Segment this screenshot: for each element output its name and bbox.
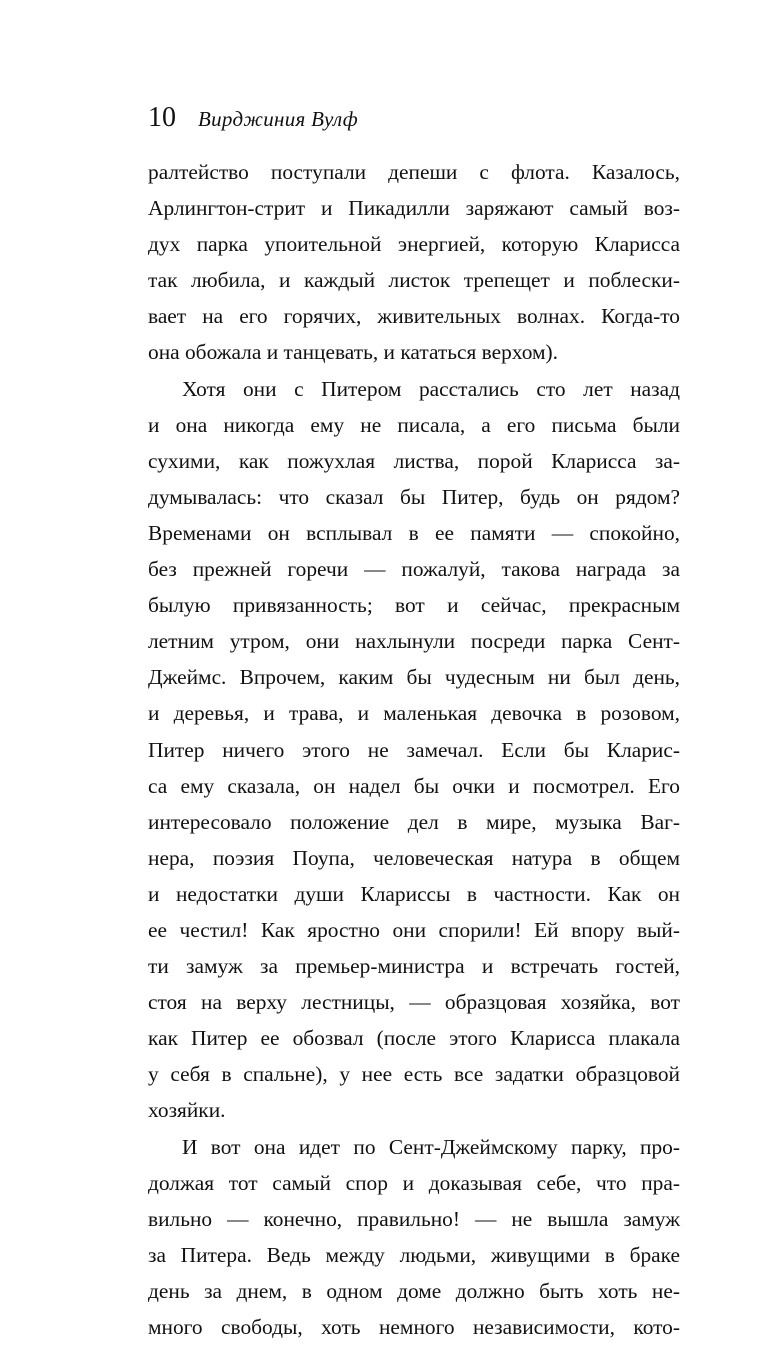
- text-line: стоя на верху лестницы, — образцовая хозяйка, вот: [148, 990, 680, 1015]
- text-line: хозяйки.: [148, 1098, 226, 1123]
- text-line: Временами он всплывал в ее памяти — спокойно,: [148, 520, 680, 545]
- text-line: у себя в спальне), у нее есть все задатки образцовой: [148, 1062, 680, 1087]
- text-line: нера, поэзия Поупа, человеческая натура в общем: [148, 845, 680, 870]
- text-line: былую привязанность; вот и сейчас, прекрасным: [148, 593, 680, 618]
- text-line: са ему сказала, он надел бы очки и посмотрел. Его: [148, 773, 680, 798]
- text-line: летним утром, они нахлынули посреди парка Сент-: [148, 629, 680, 654]
- text-line: Арлингтон-стрит и Пикадилли заряжают самый воз-: [148, 196, 680, 221]
- text-line: она обожала и танцевать, и кататься верхом).: [148, 340, 559, 365]
- header-author: Вирджиния Вулф: [198, 107, 358, 131]
- text-line: так любила, и каждый листок трепещет и поблески-: [148, 268, 680, 293]
- paragraph: [148, 1129, 680, 1345]
- text-line: должая тот самый спор и доказывая себе, что пра-: [148, 1170, 680, 1195]
- text-line: и она никогда ему не писала, а его письма были: [148, 412, 680, 437]
- paragraph: [148, 371, 680, 1129]
- text-line: вильно — конечно, правильно! — не вышла замуж: [148, 1206, 680, 1231]
- text-line: ее честил! Как яростно они спорили! Ей впору вый-: [148, 917, 680, 942]
- paragraph: [148, 154, 680, 371]
- text-line: И вот она идет по Сент-Джеймскому парку, про-: [182, 1134, 680, 1159]
- text-line: день за днем, в одном доме должно быть хоть не-: [148, 1278, 680, 1303]
- text-line: и деревья, и трава, и маленькая девочка в розовом,: [148, 701, 680, 726]
- text-line: без прежней горечи — пожалуй, такова награда за: [148, 557, 680, 582]
- text-line: вает на его горячих, живительных волнах. Когда-то: [148, 304, 680, 329]
- text-line: много свободы, хоть немного независимости, кото-: [148, 1315, 680, 1339]
- text-line: за Питера. Ведь между людьми, живущими в браке: [148, 1242, 680, 1267]
- running-head: [148, 100, 358, 136]
- text-line: Питер ничего этого не замечал. Если бы Кларис-: [148, 737, 680, 762]
- text-line: дух парка упоительной энергией, которую Кларисса: [148, 232, 680, 257]
- page-number: 10: [148, 102, 176, 133]
- text-line: интересовало положение дел в мире, музыка Ваг-: [148, 809, 680, 834]
- text-line: ти замуж за премьер-министра и встречать гостей,: [148, 954, 680, 979]
- text-line: сухими, как пожухлая листва, порой Кларисса за-: [148, 448, 680, 473]
- text-line: ралтейство поступали депеши с флота. Казалось,: [148, 160, 680, 184]
- text-line: думывалась: что сказал бы Питер, будь он рядом?: [148, 484, 680, 509]
- text-line: Джеймс. Впрочем, каким бы чудесным ни был день,: [148, 665, 680, 690]
- text-body: [148, 154, 680, 1345]
- text-line: и недостатки души Клариссы в частности. Как он: [148, 881, 680, 906]
- text-line: как Питер ее обозвал (после этого Кларисса плакала: [148, 1026, 680, 1051]
- text-line: Хотя они с Питером расстались сто лет назад: [182, 376, 680, 401]
